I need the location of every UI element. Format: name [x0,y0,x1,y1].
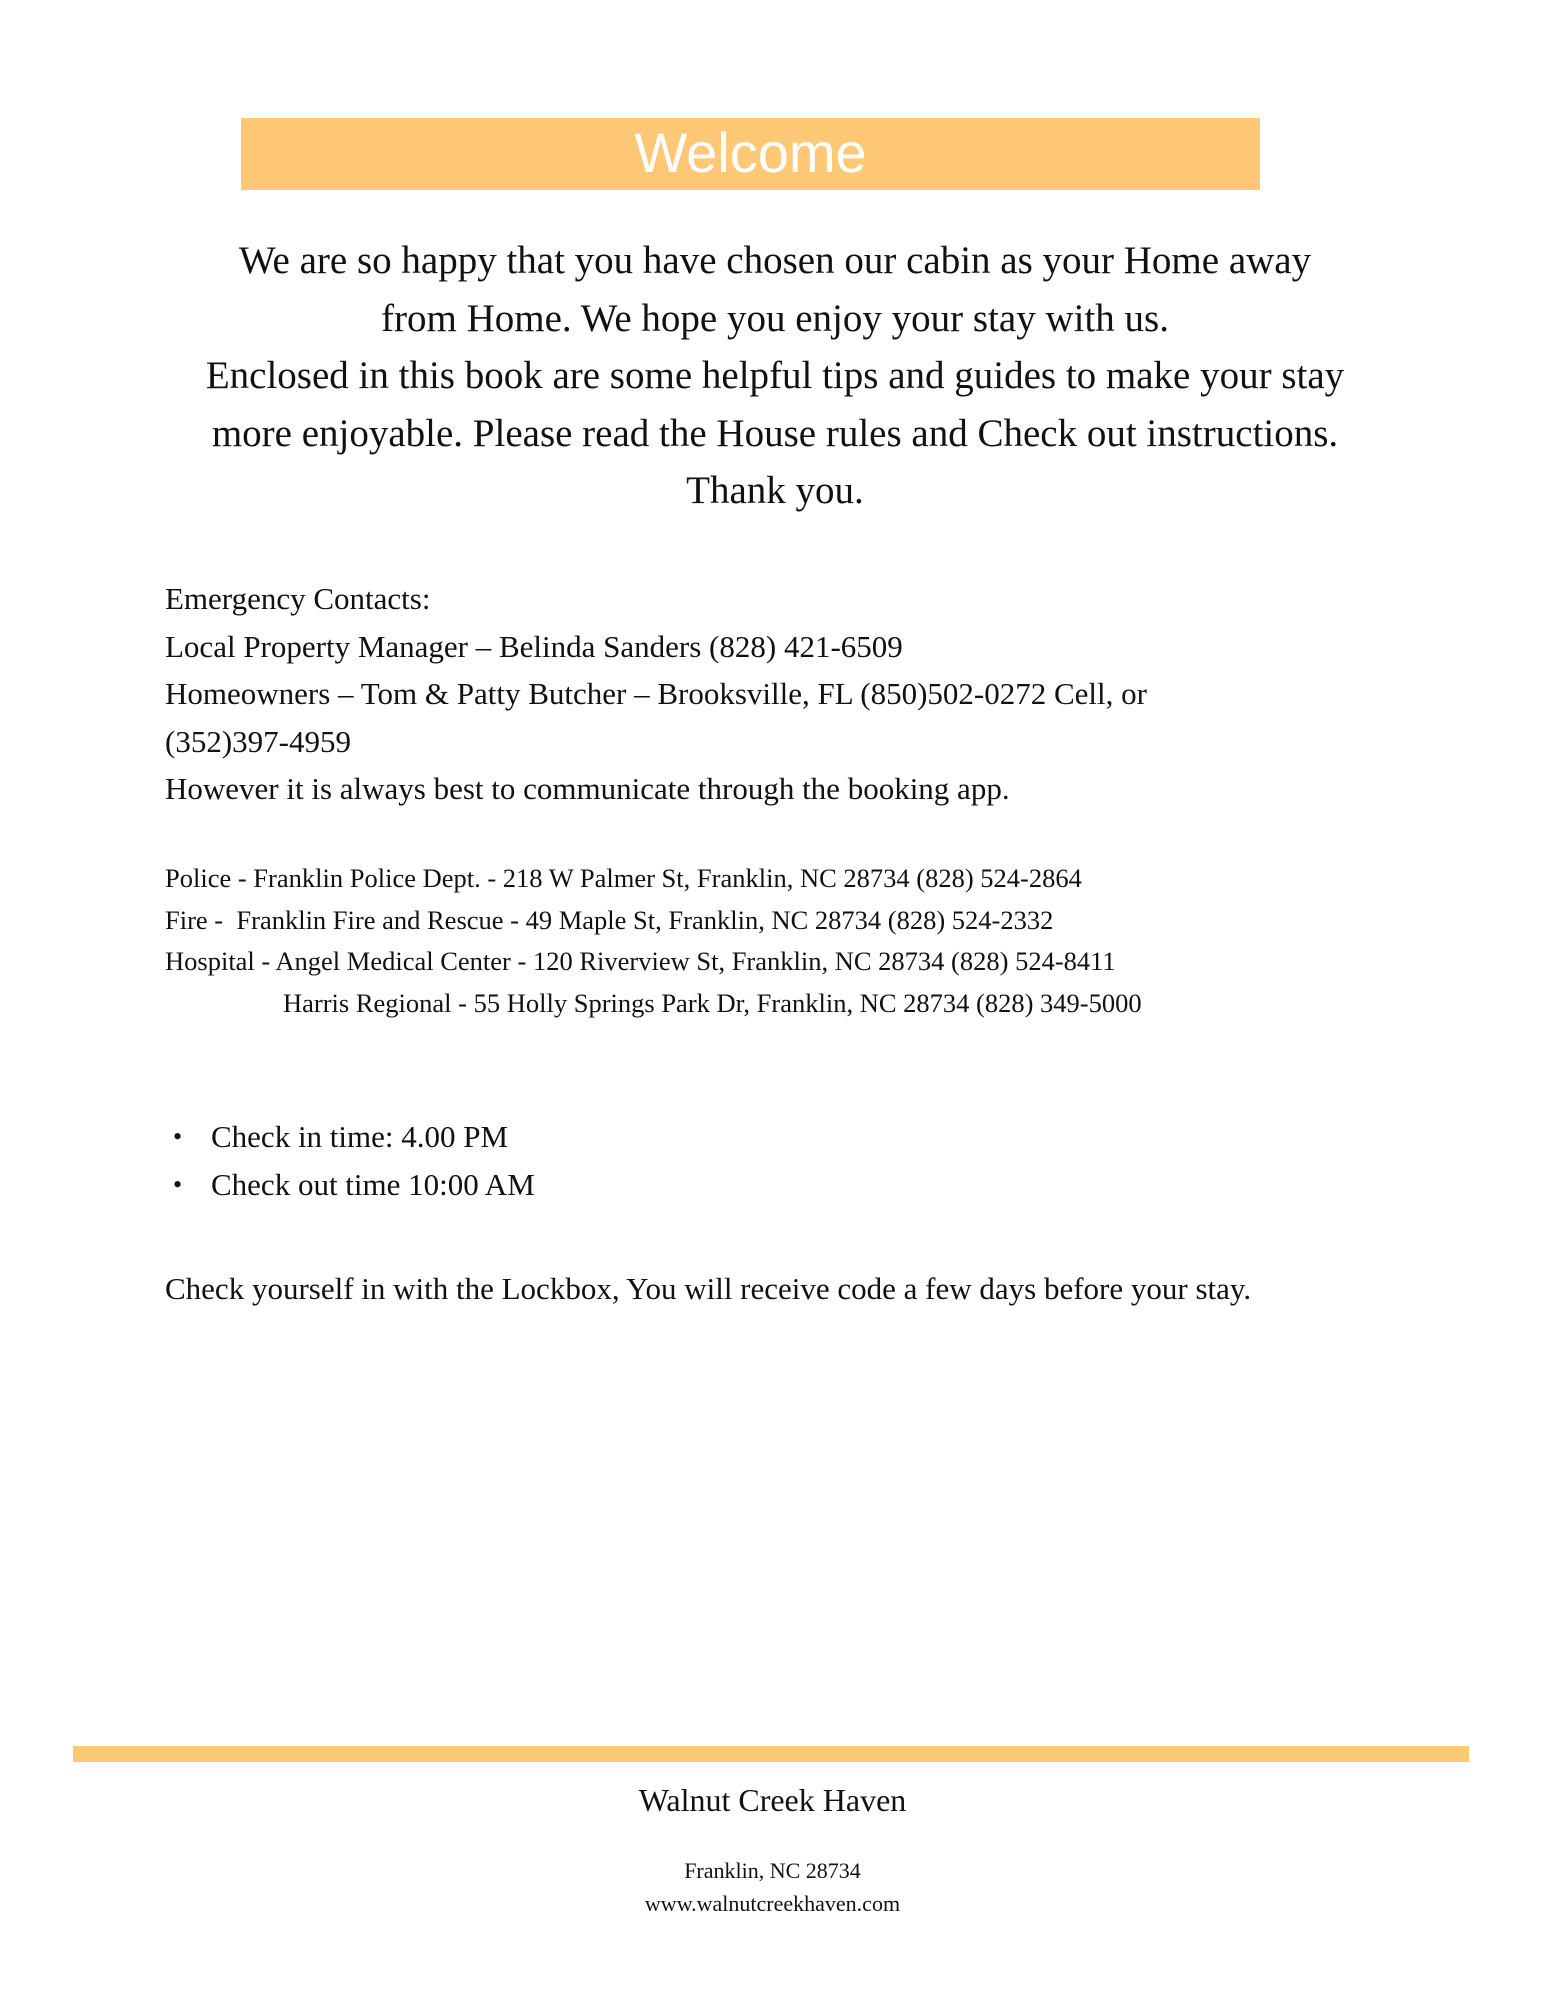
intro-line: more enjoyable. Please read the House rules and Check out instructions. [211,411,1339,455]
property-manager-contact: Local Property Manager – Belinda Sanders (828) 421-6509 [165,628,903,664]
intro-line: Thank you. [686,469,864,512]
intro-line: from Home. We hope you enjoy your stay with us. [381,296,1169,340]
footer-property-name: Walnut Creek Haven [638,1782,907,1818]
emergency-contacts [165,575,1365,813]
fire-contact: Fire - Franklin Fire and Rescue - 49 Maple St, Franklin, NC 28734 (828) 524-2332 [165,904,1054,935]
check-times-list [165,1113,1365,1209]
intro-line: We are so happy that you have chosen our cabin as your Home away [238,239,1312,282]
police-contact: Police - Franklin Police Dept. - 218 W Palmer St, Franklin, NC 28734 (828) 524-2864 [165,863,1082,893]
bullet-icon: • [173,1170,183,1199]
hospital-contact-secondary: Harris Regional - 55 Holly Springs Park Dr, Franklin, NC 28734 (828) 349-5000 [283,987,1142,1018]
footer-website-link[interactable]: www.walnutcreekhaven.com [644,1891,901,1916]
intro-message [150,232,1400,520]
check-in-label: Check in time: 4.00 PM [211,1119,509,1154]
intro-line: Enclosed in this book are some helpful tips and guides to make your stay [205,354,1345,397]
check-out-label: Check out time 10:00 AM [211,1167,535,1202]
footer-location: Franklin, NC 28734 [684,1858,861,1883]
bullet-icon: • [173,1122,183,1151]
homeowners-contact-alt-phone: (352)397-4959 [165,723,351,759]
homeowners-contact: Homeowners – Tom & Patty Butcher – Brooksville, FL (850)502-0272 Cell, or [165,676,1147,711]
page-title: Welcome [634,120,867,184]
emergency-services [165,858,1365,1024]
contacts-note: However it is always best to communicate through the booking app. [165,771,1010,806]
lockbox-note: Check yourself in with the Lockbox, You will receive code a few days before your stay. [165,1271,1252,1306]
welcome-banner [241,118,1260,190]
hospital-contact: Hospital - Angel Medical Center - 120 Riverview St, Franklin, NC 28734 (828) 524-8411 [165,946,1116,976]
contacts-heading: Emergency Contacts: [165,581,431,616]
check-in-time [165,1113,1365,1161]
footer-divider [73,1746,1469,1762]
check-out-time [165,1161,1365,1209]
